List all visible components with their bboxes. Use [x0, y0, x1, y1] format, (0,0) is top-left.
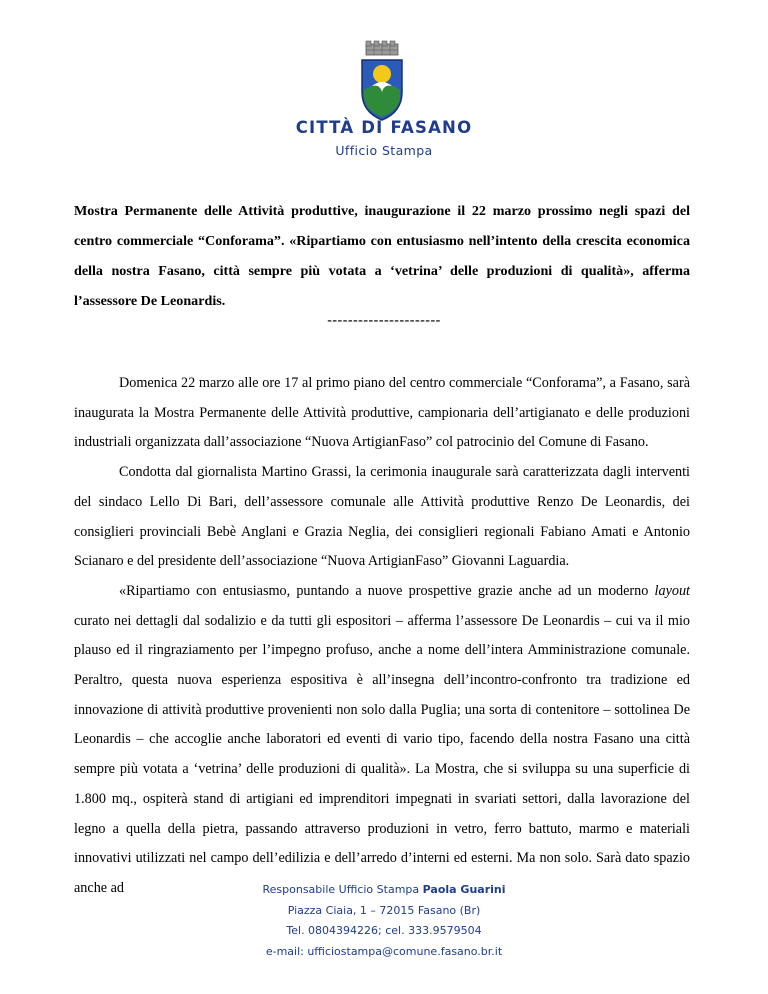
responsible-name: Paola Guarini	[422, 883, 506, 896]
footer-responsible	[0, 880, 768, 901]
paragraph-1: Domenica 22 marzo alle ore 17 al primo piano del centro commerciale “Conforama”, a Fasano, sarà inaugurata la Mostra Permanente delle Attività produttive, campionaria dell’artigianato e delle produzioni industriali organizzata dall’associazione “Nuova ArtigianFaso” col patrocinio del Comune di Fasano.	[74, 375, 690, 451]
city-name: CITTÀ DI FASANO	[295, 118, 473, 137]
paragraph-3-part-a: «Ripartiamo con entusiasmo, puntando a nuove prospettive grazie anche ad un moderno	[119, 582, 655, 599]
paragraph-3-part-b: curato nei dettagli dal sodalizio e da tutti gli espositori – afferma l’assessore De Leonardis – cui va il mio plauso ed il ringraziamento per l’impegno profuso, anche a nome dell’intera Amministrazione comunale. Peraltro, questa nuova esperienza espositiva è all’insegna dell’incontro-confronto tra tradizione ed innovazione di attività produttive provenienti non solo dalla Puglia; una sorta di contenitore – sottolinea De Leonardis – che accoglie anche laboratori ed eventi di vario tipo, facendo della nostra Fasano una città sempre più votata a ‘vetrina’ delle produzioni di qualità». La Mostra, che si sviluppa su una superficie di 1.800 mq., ospiterà stand di artigiani ed imprenditori impegnati in svariati settori, dalla lavorazione del legno a quella della pietra, passando attraverso produzioni in vetro, ferro battuto, marmo e materiali innovativi utilizzati nel campo dell’edilizia e dell’arredo d’interni ed esterni. Ma non solo. Sarà dato spazio anche ad	[74, 612, 690, 896]
responsible-label: Responsabile Ufficio Stampa	[262, 883, 423, 896]
city-crest-icon	[356, 40, 408, 124]
layout-italic-word: layout	[654, 582, 690, 599]
section-divider: ----------------------	[327, 313, 441, 328]
article-body	[74, 369, 690, 904]
contact-footer	[0, 880, 768, 962]
paragraph-3	[74, 577, 690, 904]
press-release-headline: Mostra Permanente delle Attività produttive, inaugurazione il 22 marzo prossimo negli spazi del centro commerciale “Conforama”. «Ripartiamo con entusiasmo nell’intento della crescita economica della nostra Fasano, città sempre più votata a ‘vetrina’ delle produzioni di qualità», afferma l’assessore De Leonardis.	[74, 203, 690, 309]
office-name: Ufficio Stampa	[335, 143, 433, 158]
paragraph-2: Condotta dal giornalista Martino Grassi, la cerimonia inaugurale sarà caratterizzata dagli interventi del sindaco Lello Di Bari, dell’assessore comunale alle Attività produttive Renzo De Leonardis, dei consiglieri provinciali Bebè Anglani e Grazia Neglia, dei consiglieri regionali Fabiano Amati e Antonio Scianaro e del presidente dell’associazione “Nuova ArtigianFaso” Giovanni Laguardia.	[74, 464, 690, 570]
footer-email: e-mail: ufficiostampa@comune.fasano.br.it	[265, 944, 503, 958]
footer-phone: Tel. 0804394226; cel. 333.9579504	[286, 924, 482, 937]
footer-address: Piazza Ciaia, 1 – 72015 Fasano (Br)	[287, 903, 481, 917]
